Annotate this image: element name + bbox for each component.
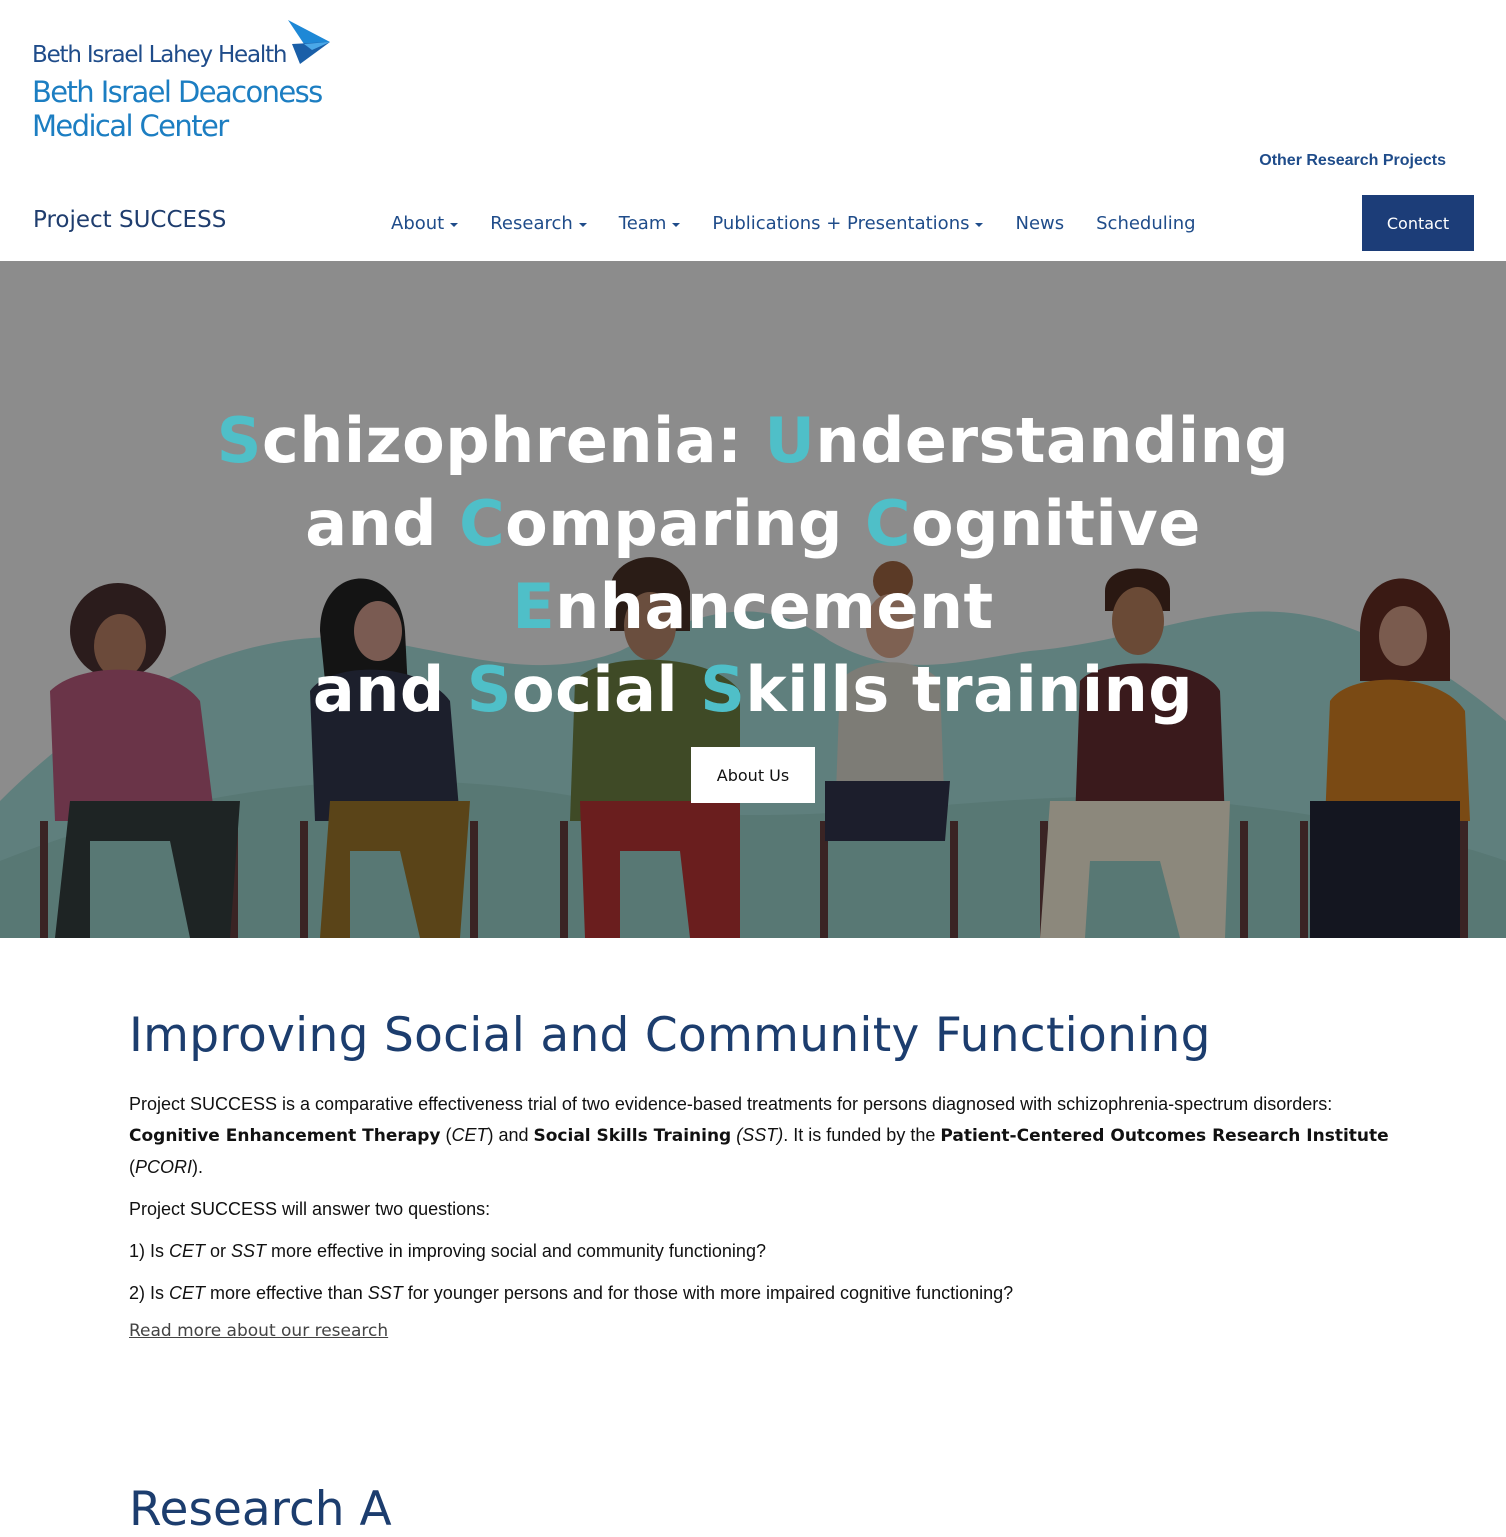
- nav-item-team[interactable]: [619, 211, 681, 235]
- hero-title-line: [0, 565, 1506, 648]
- site-name[interactable]: Project SUCCESS: [33, 207, 227, 233]
- main-nav: [391, 211, 1228, 235]
- contact-button[interactable]: Contact: [1362, 195, 1474, 251]
- hero-title-text: ocial: [511, 653, 701, 726]
- caret-down-icon: [672, 223, 680, 227]
- nav-item-label: Publications + Presentations: [712, 212, 970, 234]
- nav-item-label: Research: [490, 212, 573, 234]
- hero-accent-letter: S: [700, 653, 746, 726]
- bird-logo-icon: [286, 20, 330, 64]
- text: for younger persons and for those with more impaired cognitive functioning?: [402, 1283, 1014, 1303]
- intro-paragraph: [129, 1089, 1389, 1183]
- text: more effective than: [205, 1283, 368, 1303]
- hero-title-text: ognitive: [911, 487, 1201, 560]
- text: . It is funded by the: [783, 1125, 941, 1145]
- cet-term: Cognitive Enhancement Therapy: [129, 1126, 441, 1146]
- intro-section: [129, 1008, 1389, 1341]
- sst-abbr: (SST): [736, 1125, 784, 1145]
- nav-item-label: Scheduling: [1096, 212, 1196, 234]
- hero-title: [0, 399, 1506, 731]
- caret-down-icon: [450, 223, 458, 227]
- text: or: [205, 1241, 232, 1261]
- nav-item-research[interactable]: [490, 211, 587, 235]
- hero-title-text: and: [312, 653, 467, 726]
- sst-term: Social Skills Training: [533, 1126, 732, 1146]
- question-2: [129, 1281, 1389, 1305]
- hero-accent-letter: C: [865, 487, 912, 560]
- text: 2) Is: [129, 1283, 170, 1303]
- nav-item-scheduling[interactable]: [1096, 211, 1195, 235]
- cet-abbr: CET: [451, 1125, 488, 1145]
- text: 1) Is: [129, 1241, 170, 1261]
- hero-title-line: [0, 482, 1506, 565]
- nav-item-about[interactable]: [391, 211, 458, 235]
- text: (: [440, 1125, 452, 1145]
- caret-down-icon: [579, 223, 587, 227]
- hero-title-text: chizophrenia:: [261, 404, 765, 477]
- nav-item-label: News: [1015, 212, 1065, 234]
- hero-accent-letter: S: [466, 653, 512, 726]
- logo-line-1: Beth Israel Lahey Health: [32, 42, 287, 68]
- bidmc-logo[interactable]: [32, 20, 332, 142]
- text: more effective in improving social and community functioning?: [266, 1241, 766, 1261]
- hero-title-text: nhancement: [555, 570, 994, 643]
- text: (: [129, 1157, 135, 1177]
- nav-item-publications[interactable]: [712, 211, 983, 235]
- nav-item-label: About: [391, 212, 445, 234]
- cet-abbr: CET: [169, 1241, 206, 1261]
- read-more-research-link[interactable]: Read more about our research: [129, 1321, 389, 1341]
- sst-abbr: SST: [231, 1241, 267, 1261]
- question-1: [129, 1239, 1389, 1263]
- hero-accent-letter: U: [764, 404, 816, 477]
- hero-accent-letter: S: [216, 404, 262, 477]
- questions-intro: Project SUCCESS will answer two questions:: [129, 1199, 491, 1219]
- about-us-button[interactable]: About Us: [691, 747, 815, 803]
- text: ) and: [487, 1125, 534, 1145]
- cet-abbr: CET: [169, 1283, 206, 1303]
- logo-line-2: Beth Israel Deaconess: [32, 75, 322, 109]
- caret-down-icon: [975, 223, 983, 227]
- hero-title-text: omparing: [505, 487, 866, 560]
- hero-title-text: nderstanding: [815, 404, 1290, 477]
- other-research-projects-link[interactable]: Other Research Projects: [1259, 152, 1446, 169]
- hero-title-text: kills training: [745, 653, 1194, 726]
- nav-item-news[interactable]: [1015, 211, 1064, 235]
- hero-banner: [0, 261, 1506, 938]
- sst-abbr: SST: [367, 1283, 403, 1303]
- nav-item-label: Team: [618, 212, 667, 234]
- next-section-heading: Research A: [129, 1482, 392, 1537]
- hero-accent-letter: C: [459, 487, 506, 560]
- hero-title-text: and: [305, 487, 460, 560]
- hero-title-line: [0, 648, 1506, 731]
- text: ).: [192, 1157, 204, 1177]
- text: Project SUCCESS is a comparative effectiveness trial of two evidence-based treatments for persons diagnosed with schizophrenia-spectrum disorders:: [129, 1094, 1333, 1114]
- pcori-term: Patient-Centered Outcomes Research Institute: [940, 1126, 1389, 1146]
- hero-accent-letter: E: [512, 570, 556, 643]
- section-heading: Improving Social and Community Functioning: [129, 1008, 1211, 1063]
- logo-line-3: Medical Center: [32, 109, 228, 143]
- hero-title-line: [0, 399, 1506, 482]
- pcori-abbr: PCORI: [135, 1157, 193, 1177]
